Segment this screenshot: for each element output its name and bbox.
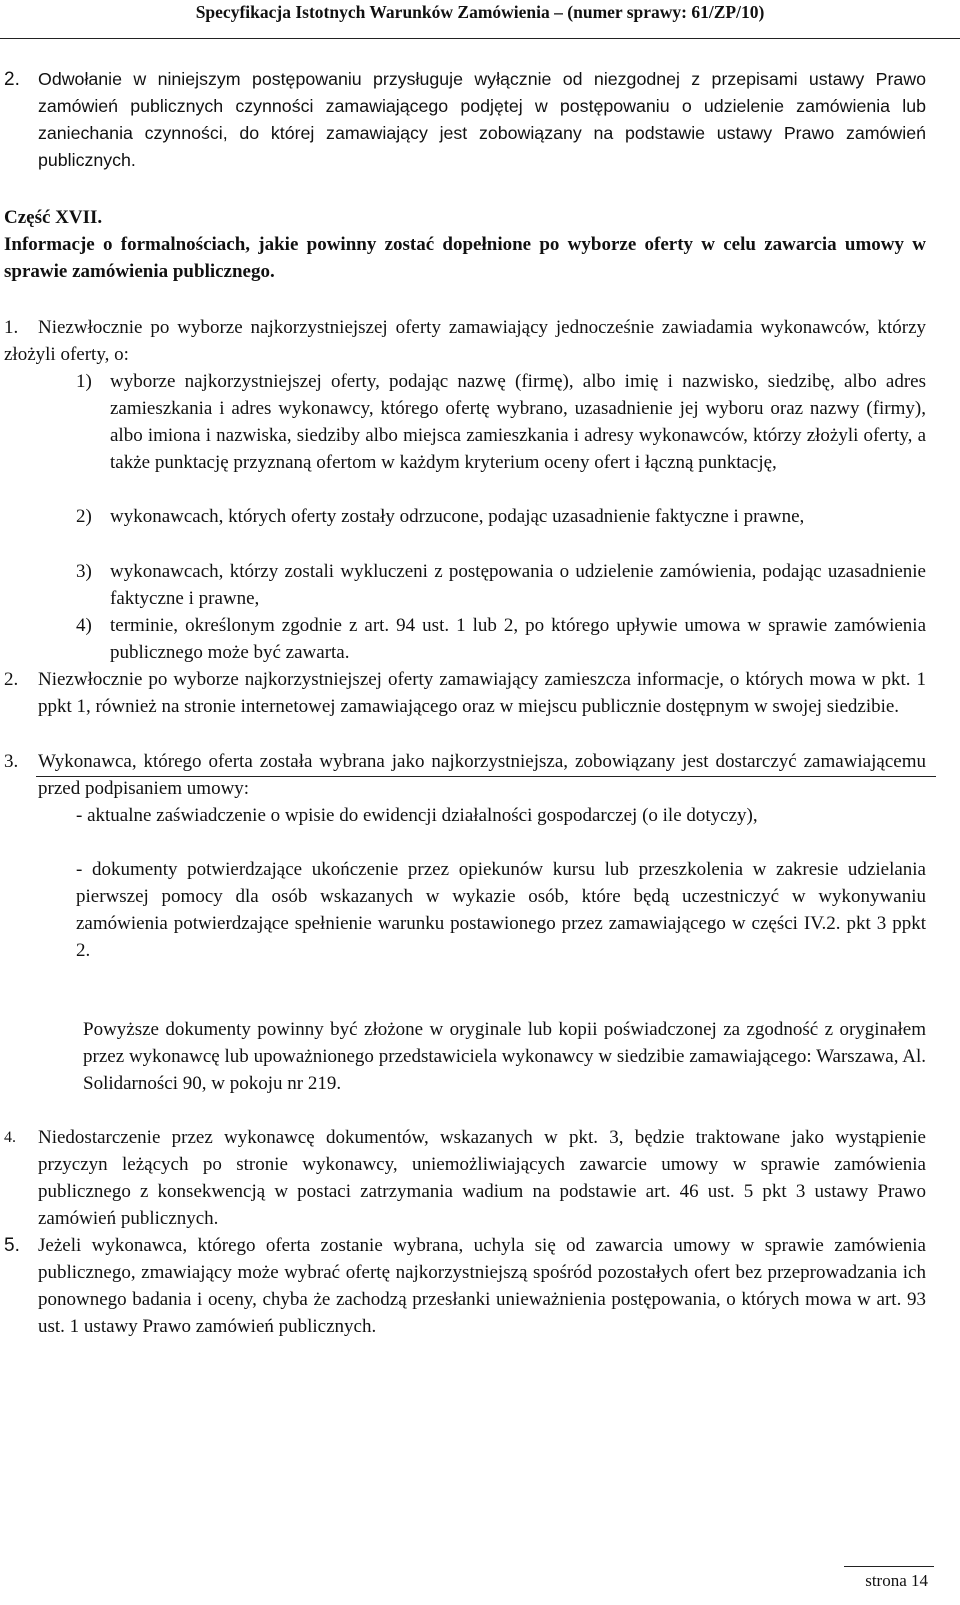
item-3-underline: [36, 776, 936, 777]
item-3-number: 3.: [4, 751, 19, 772]
sub-item-4-text: terminie, określonym zgodnie z art. 94 ust. 1 lub 2, po którego upływie umowa w sprawie zamówienia publicznego może być zawarta.: [110, 615, 926, 663]
intro-item-2-number: 2.: [4, 69, 20, 90]
item-2-number: 2.: [4, 669, 19, 690]
section-heading: Informacje o formalnościach, jakie powinny zostać dopełnione po wyborze oferty w celu zawarcia umowy w sprawie zamówienia publicznego.: [4, 234, 926, 282]
sub-item-1-text: wyborze najkorzystniejszej oferty, podając nazwę (firmę), albo imię i nazwisko, siedzibę, albo adres zamieszkania i adres wykonawcy, którego ofertę wybrano, uzasadnienie jej wyboru oraz nazwy (firmy), albo imiona i nazwiska, siedziby albo miejsca zamieszkania i adresy wykonawców, którzy złożyli oferty, a także punktację przyznaną ofertom w każdym kryterium oceny ofert i łączną punktację,: [110, 371, 926, 473]
item-3-dash-2: - dokumenty potwierdzające ukończenie przez opiekunów kursu lub przeszkolenia w zakresie udzielania pierwszej pomocy dla osób wskazanych w wykazie osób, które będą uczestniczyć w wykonywaniu zamówienia potwierdzające spełnienie warunku postawionego przez zamawiającego w części IV.2. pkt 3 ppkt 2.: [76, 859, 926, 961]
item-1-text: Niezwłocznie po wyborze najkorzystniejszej oferty zamawiający jednocześnie zawiadamia wykonawców, którzy złożyli oferty, o:: [4, 317, 926, 365]
item-3-dash-1: - aktualne zaświadczenie o wpisie do ewidencji działalności gospodarczej (o ile dotyczy),: [76, 805, 758, 826]
item-3-text: Wykonawca, którego oferta została wybrana jako najkorzystniejsza, zobowiązany jest dostarczyć zamawiającemu przed podpisaniem umowy:: [38, 751, 926, 799]
sub-item-4-number: 4): [76, 615, 92, 636]
item-2-text: Niezwłocznie po wyborze najkorzystniejszej oferty zamawiający zamieszcza informacje, o których mowa w pkt. 1 ppkt 1, również na stronie internetowej zamawiającego oraz w miejscu publicznie dostępnym w swojej siedzibie.: [38, 669, 926, 717]
sub-item-1-number: 1): [76, 371, 92, 392]
sub-item-3-text: wykonawcach, którzy zostali wykluczeni z postępowania o udzielenie zamówienia, podając uzasadnienie faktyczne i prawne,: [110, 561, 926, 609]
page-number: strona 14: [865, 1571, 928, 1590]
document-header: Specyfikacja Istotnych Warunków Zamówienia – (numer sprawy: 61/ZP/10): [195, 2, 765, 22]
sub-item-3-number: 3): [76, 561, 92, 582]
intro-item-2-text: Odwołanie w niniejszym postępowaniu przysługuje wyłącznie od niezgodnej z przepisami ustawy Prawo zamówień publicznych czynności zamawiającego podjętej w postępowaniu o udzielenie zamówienia lub zaniechania czynności, do której zamawiający jest zobowiązany na podstawie ustawy Prawo zamówień publicznych.: [38, 69, 926, 170]
header-divider: [0, 38, 960, 39]
item-4-number: 4.: [4, 1129, 16, 1146]
item-3-note: Powyższe dokumenty powinny być złożone w oryginale lub kopii poświadczonej za zgodność z oryginałem przez wykonawcę lub upoważnionego przedstawiciela wykonawcy w siedzibie zamawiającego: Warszawa, Al. Solidarności 90, w pokoju nr 219.: [83, 1019, 926, 1094]
footer-divider: [844, 1566, 934, 1567]
item-1-number: 1.: [4, 317, 19, 338]
item-5-number: 5.: [4, 1235, 20, 1256]
part-label: Część XVII.: [4, 207, 103, 228]
item-5-text: Jeżeli wykonawca, którego oferta zostanie wybrana, uchyla się od zawarcia umowy w sprawie zamówienia publicznego, zmawiający może wybrać ofertę najkorzystniejszą spośród pozostałych ofert bez przeprowadzania ich ponownego badania i oceny, chyba że zachodzą przesłanki unieważnienia postępowania, o których mowa w art. 93 ust. 1 ustawy Prawo zamówień publicznych.: [38, 1235, 926, 1337]
item-4-text: Niedostarczenie przez wykonawcę dokumentów, wskazanych w pkt. 3, będzie traktowane jako wystąpienie przyczyn leżących po stronie wykonawcy, uniemożliwiających zawarcie umowy w sprawie zamówienia publicznego z konsekwencją w postaci zatrzymania wadium na podstawie art. 46 ust. 5 pkt 3 ustawy Prawo zamówień publicznych.: [38, 1127, 926, 1229]
sub-item-2-number: 2): [76, 506, 92, 527]
sub-item-2-text: wykonawcach, których oferty zostały odrzucone, podając uzasadnienie faktyczne i prawne,: [110, 506, 805, 527]
